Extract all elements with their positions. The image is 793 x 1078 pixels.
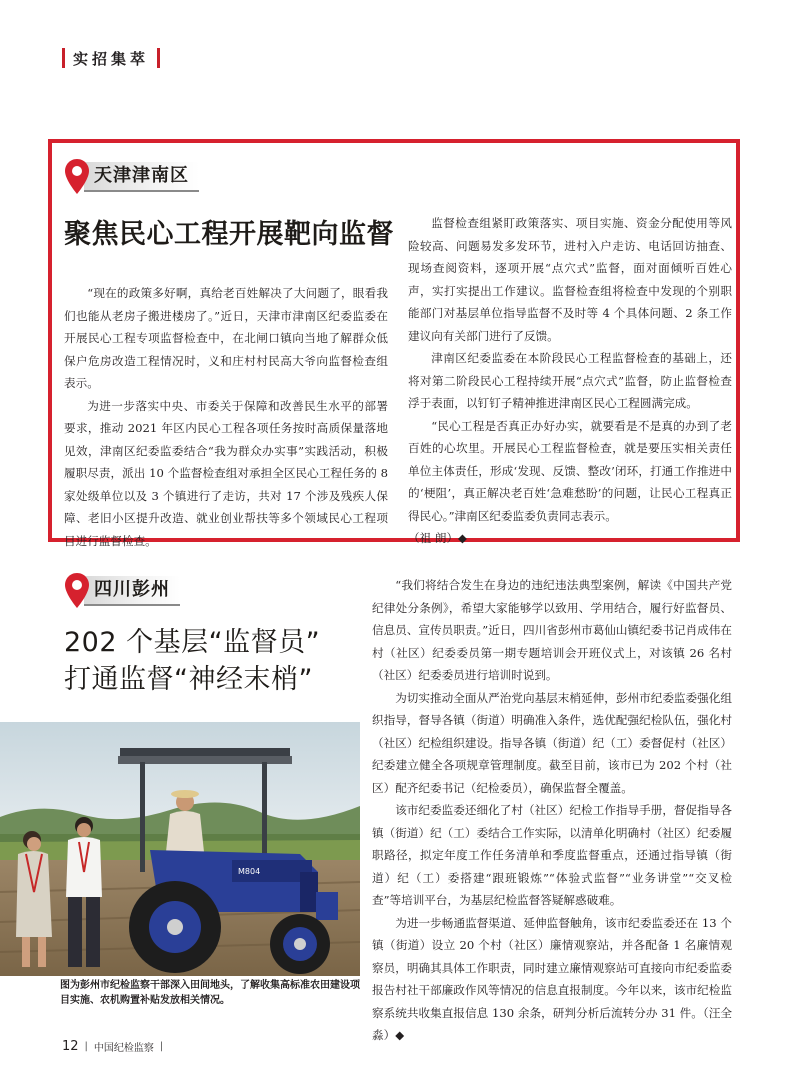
paragraph: 为切实推动全面从严治党向基层末梢延伸，彭州市纪委监委强化组织指导，督导各镇（街道）明确准入条件，选优配强纪检队伍，强化村（社区）纪检组织建设。指导各镇（街道）纪（工）委督促村（社区）纪委建立健全各项规章管理制度。截至目前，该市已为 202 个村（社区）配齐纪委书记（纪检委员），确保监督全覆盖。	[372, 690, 732, 795]
section-tag-label: 实招集萃	[73, 49, 150, 68]
article1-title: 聚焦民心工程开展靶向监督	[64, 219, 394, 250]
page-footer	[62, 1039, 163, 1054]
section-tag-bar-right	[157, 48, 160, 68]
tractor-badge-text: M804	[238, 867, 261, 876]
article2-title-line-1: 202 个基层“监督员”	[64, 627, 321, 658]
paragraph: 津南区纪委监委在本阶段民心工程监督检查的基础上，还将对第二阶段民心工程持续开展“点穴式”监督，防止监督检查浮于表面，以钉钉子精神推进津南区民心工程圆满完成。	[408, 351, 732, 410]
section-tag	[62, 46, 160, 70]
article2-body	[372, 574, 732, 1047]
paragraph: “民心工程是否真正办好办实，就要看是不是真的办到了老百姓的心坎里。开展民心工程监督检查，就是要压实相关责任单位主体责任，形成‘发现、反馈、整改’闭环，打通工作推进中的‘梗阻’，真正解决老百姓‘急难愁盼’的问题，让民心工程真正得民心。”津南区纪委监委负责同志表示。	[408, 418, 732, 523]
photo-caption: 图为彭州市纪检监察干部深入田间地头，了解收集高标准农田建设项目实施、农机购置补贴发放相关情况。	[60, 980, 360, 1006]
article1-location-tag	[64, 158, 199, 196]
page-number: 12	[62, 1039, 79, 1054]
footer-separator: |	[84, 1041, 88, 1052]
magazine-name: 中国纪检监察	[93, 1043, 154, 1054]
article2-location-label: 四川彭州	[84, 576, 180, 606]
article2-location-tag	[64, 572, 180, 610]
location-pin-icon	[64, 572, 90, 610]
footer-separator-right: |	[159, 1041, 164, 1052]
paragraph: 为进一步落实中央、市委关于保障和改善民生水平的部署要求，推动 2021 年区内民心工程各项任务按时高质保量落地见效，津南区纪委监委结合“我为群众办实事”实践活动，积极履职尽责，派出 10 个监督检查组对承担全区民心工程任务的 8 家处级单位以及 3 个镇进行了走访，共对 17 个涉及残疾人保障、老旧小区提升改造、就业创业帮扶等多个领域民心工程项目进行监督检查。	[64, 398, 388, 548]
field-photo	[0, 722, 360, 976]
article1-column-1	[64, 282, 388, 552]
location-pin-icon	[64, 158, 90, 196]
byline: （祖 朗）◆	[408, 531, 467, 545]
article1-column-2	[408, 212, 732, 550]
paragraph: “我们将结合发生在身边的违纪违法典型案例，解读《中国共产党纪律处分条例》，希望大家能够学以致用、学用结合，履行好监督员、信息员、宣传员职责。”近日，四川省彭州市葛仙山镇纪委书记肖成伟在村（社区）纪委委员第一期专题培训会开班仪式上，对该镇 26 名村（社区）纪委委员进行培训时说到。	[372, 578, 732, 682]
paragraph: “现在的政策多好啊，真给老百姓解决了大问题了，眼看我们也能从老房子搬进楼房了。”近日，天津市津南区纪委监委在开展民心工程专项监督检查中，在北闸口镇向当地了解群众低保户危房改造工程情况时，义和庄村村民高大爷向监督检查组表示。	[64, 286, 388, 390]
paragraph: 监督检查组紧盯政策落实、项目实施、资金分配使用等风险较高、问题易发多发环节，进村入户走访、电话回访抽查、现场查阅资料，逐项开展“点穴式”监督，面对面倾听百姓心声，实打实提出工作建议。监督检查组将检查中发现的个别职能部门对基层单位指导监督不及时等 4 个具体问题、2 条工作建议向有关部门进行了反馈。	[408, 216, 732, 343]
article1-location-label: 天津津南区	[84, 162, 199, 192]
section-tag-bar	[62, 48, 65, 68]
article2-title-line-2: 打通监督“神经末梢”	[64, 664, 313, 695]
paragraph: 为进一步畅通监督渠道、延伸监督触角，该市纪委监委还在 13 个镇（街道）设立 20 个村（社区）廉情观察站，并各配备 1 名廉情观察员，明确其具体工作职责，同时建立廉情观察站可直接向市纪委监委报告村社干部廉政作风等情况的信息直报制度。今年以来，该市纪检监察系统共收集直报信息 130 余条，研判分析后流转分办 31 件。（汪全淼）◆	[372, 915, 732, 1042]
tractor-field-image	[0, 722, 360, 976]
paragraph: 该市纪委监委还细化了村（社区）纪检工作指导手册，督促指导各镇（街道）纪（工）委结合工作实际，以清单化明确村（社区）纪委履职路径，拟定年度工作任务清单和季度监督重点，还通过指导镇（街道）纪（工）委搭建“跟班锻炼”“体验式监督”“业务讲堂”“交叉检查”等培训平台，为基层纪检监督答疑解惑破难。	[372, 803, 732, 907]
